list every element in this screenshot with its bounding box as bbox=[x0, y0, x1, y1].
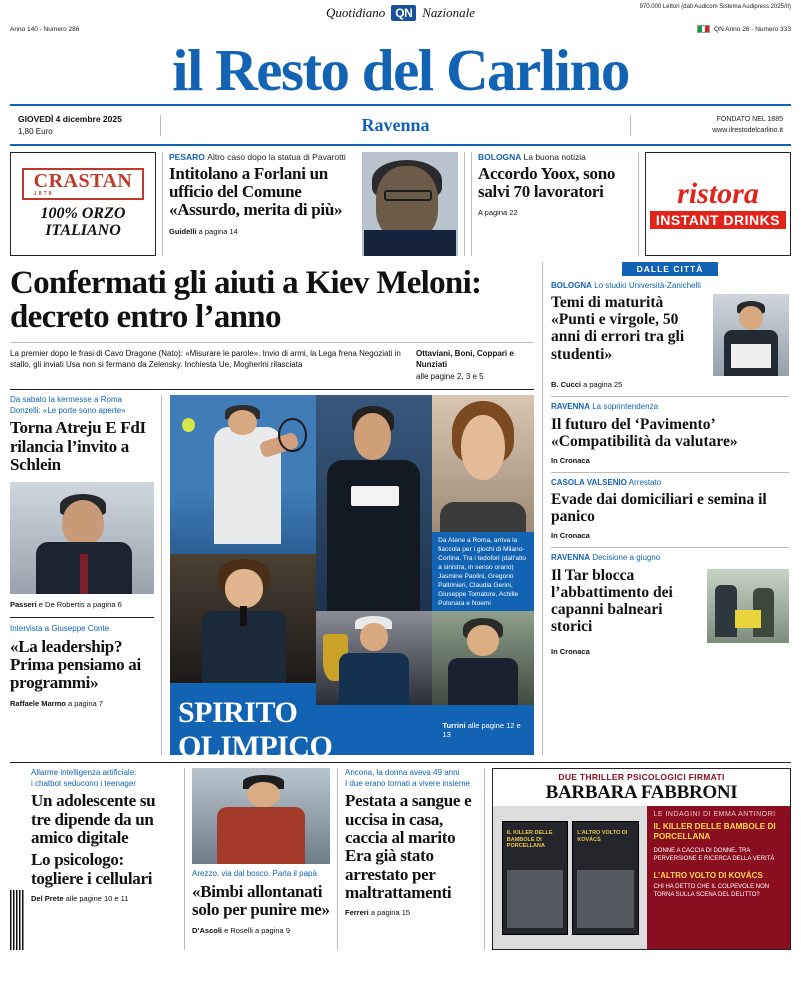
story-credit-author: D’Ascoli bbox=[192, 925, 223, 935]
book-ad-line1: DUE THRILLER PSICOLOGICI FIRMATI bbox=[558, 772, 725, 783]
city-kicker-rest: Arrestato bbox=[628, 477, 662, 487]
story-kicker bbox=[345, 768, 477, 789]
story-ancona[interactable] bbox=[337, 768, 477, 950]
story-kicker bbox=[10, 395, 154, 416]
city-credit bbox=[551, 380, 789, 389]
book-2-subtitle: CHI HA DETTO CHE IL COLPEVOLE NON TORNA SULLA SCENA DEL DELITTO? bbox=[653, 883, 770, 899]
page-title: il Resto del Carlino bbox=[172, 37, 629, 103]
qn-nazionale-label: Nazionale bbox=[422, 5, 475, 20]
story-photo-arezzo bbox=[192, 768, 330, 864]
price-label: 1,80 Euro bbox=[18, 126, 53, 136]
olympic-photo-collage[interactable] bbox=[170, 395, 534, 764]
book-cover-1 bbox=[502, 821, 568, 935]
lower-grid bbox=[10, 389, 534, 764]
qn-brand bbox=[326, 5, 475, 21]
book-series-label: LE INDAGINI DI EMMA ANTINORI bbox=[653, 811, 776, 819]
photo-noemi bbox=[170, 554, 316, 684]
story-headline[interactable]: «La leadership? Prima pensiamo ai programmi» bbox=[10, 636, 141, 693]
city-kicker bbox=[551, 402, 789, 412]
readership-note: 970.000 Lettori (dati Audicom Sistema Audipress 2025/II) bbox=[639, 4, 791, 10]
teaser-byline-author: Guidelli bbox=[169, 226, 197, 236]
story-chatbot[interactable] bbox=[31, 768, 177, 950]
story-arezzo[interactable] bbox=[184, 768, 330, 950]
photo-polonara bbox=[316, 611, 432, 705]
city-kicker bbox=[551, 281, 789, 291]
story-credit-author: Del Prete bbox=[31, 893, 64, 903]
ristora-brand: ristora bbox=[677, 177, 759, 210]
teaser-kicker-city: BOLOGNA bbox=[478, 152, 522, 162]
lead-summary: La premier dopo le frasi di Cavo Dragone (Nato): «Misurare le parole». Invio di armi, la Lega frena Negoziati in stallo, gli inviati Usa non si fermano da Zelensky. Inchiesta Ue, Mogherini rilasciata bbox=[10, 348, 401, 370]
story-headline[interactable]: Torna Atreju E FdI rilancia l’invito a Schlein bbox=[10, 418, 146, 474]
teaser-kicker bbox=[478, 152, 632, 162]
story-credit bbox=[31, 894, 177, 903]
weekday-label: GIOVEDÌ bbox=[18, 113, 54, 124]
teaser-kicker-city: PESARO bbox=[169, 152, 205, 162]
city-kicker-rest: Lo studio Università-Zanichelli bbox=[594, 281, 701, 290]
crastan-logo bbox=[22, 168, 145, 200]
book-ad-copy bbox=[647, 806, 790, 949]
promo-row bbox=[10, 152, 791, 256]
date-block bbox=[10, 113, 160, 138]
ristora-tagline: INSTANT DRINKS bbox=[650, 211, 786, 229]
book-cover-2 bbox=[572, 821, 638, 935]
city-credit-page: a pagina 25 bbox=[583, 380, 623, 390]
city-kicker-rest: Decisione a giugno bbox=[592, 553, 661, 563]
collage-caption-text: Da Atene a Roma, arriva la fiaccola per i giochi di Milano-Cortina. Tra i tedofori (dall’alto a sinistra, in senso orario) Jasmine Paolini, Gregorio Paltrinieri, Claudia Gerini, Giuseppe Tomatore, Achille Polonara e Noemi bbox=[438, 537, 527, 607]
story-subheadline[interactable]: Lo psicologo: togliere i cellulari bbox=[31, 850, 153, 888]
story-kicker-line1: Allarme intelligenza artificiale: bbox=[31, 768, 137, 778]
city-headline[interactable]: Il Tar blocca l’abbattimento dei capanni balneari storici bbox=[551, 566, 673, 635]
city-credit-page: In Cronaca bbox=[551, 455, 590, 465]
city-credit-page: In Cronaca bbox=[551, 531, 590, 541]
main-column bbox=[10, 262, 534, 764]
teaser-byline-page: A pagina 22 bbox=[478, 208, 518, 218]
story-photo-donzelli bbox=[10, 482, 154, 594]
city-headline[interactable]: Evade dai domiciliari e semina il panico bbox=[551, 491, 767, 526]
teaser-byline-page: a pagina 14 bbox=[198, 226, 238, 236]
city-credit bbox=[551, 647, 789, 656]
story-kicker-line1: Intervista a Giuseppe Conte bbox=[10, 624, 110, 634]
crastan-since: 1870 bbox=[33, 191, 54, 198]
story-kicker-line1: Da sabato la kermesse a Roma bbox=[10, 395, 123, 405]
lead-headline[interactable]: Confermati gli aiuti a Kiev Meloni: decreto entro l’anno bbox=[10, 265, 482, 336]
city-news-column bbox=[542, 262, 789, 755]
section-label-dalle-citta: DALLE CITTÀ bbox=[622, 262, 718, 276]
story-conte[interactable] bbox=[10, 624, 154, 707]
website-link[interactable]: www.ilrestodelcarlino.it bbox=[712, 127, 783, 134]
collage-band bbox=[170, 696, 534, 764]
story-kicker bbox=[10, 624, 154, 634]
ad-book-fabbroni[interactable] bbox=[484, 768, 791, 950]
story-kicker-line2: i chatbot seducono i teenager bbox=[31, 778, 136, 788]
founded-label: FONDATO NEL 1885 bbox=[716, 115, 783, 123]
teaser-pesaro[interactable] bbox=[162, 152, 465, 256]
top-strip bbox=[10, 0, 791, 22]
story-headline[interactable]: «Bimbi allontanati solo per punire me» bbox=[192, 881, 330, 920]
story-kicker-line1: Arezzo, via dal bosco. Parla il papà bbox=[192, 869, 317, 879]
collage-credit-pages: alle pagine 12 e 13 bbox=[442, 721, 521, 740]
book-1-subtitle: DONNE A CACCIA DI DONNE, TRA PERVERSIONE E RICERCA DELLA VERITÀ bbox=[653, 848, 775, 863]
book-cover-2-title: L’ALTRO VOLTO DI KOVÁCS bbox=[577, 829, 628, 843]
story-atreju[interactable] bbox=[10, 395, 154, 609]
photo-paltrinieri bbox=[316, 395, 432, 611]
main-grid bbox=[10, 262, 791, 764]
barcode bbox=[10, 768, 24, 950]
date-label: 4 dicembre 2025 bbox=[55, 113, 122, 124]
book-ad-author: BARBARA FABBRONI bbox=[545, 782, 738, 804]
photo-gerini bbox=[432, 395, 534, 532]
story-credit-author: Ferreri bbox=[345, 908, 369, 918]
lead-pages: alle pagine 2, 3 e 5 bbox=[416, 371, 484, 381]
city-item-casola[interactable] bbox=[551, 472, 789, 540]
city-photo-capanni bbox=[707, 569, 789, 643]
story-kicker bbox=[31, 768, 177, 789]
ad-crastan[interactable] bbox=[10, 152, 156, 256]
teaser-kicker-rest: Altro caso dopo la statua di Pavarotti bbox=[207, 152, 346, 162]
teaser-byline bbox=[478, 208, 632, 217]
qn-logo: QN bbox=[391, 5, 416, 21]
founded-block bbox=[631, 114, 791, 136]
city-credit-author: B. Cucci bbox=[551, 380, 582, 390]
teaser-kicker bbox=[169, 152, 356, 162]
collage-credit bbox=[442, 721, 526, 739]
city-kicker-city: CASOLA VALSENIO bbox=[551, 477, 628, 487]
city-item-tar[interactable] bbox=[551, 547, 789, 655]
story-kicker-line1: Ancona, la donna aveva 49 anni bbox=[345, 768, 460, 778]
edition-label: Ravenna bbox=[160, 115, 631, 136]
bottom-row bbox=[10, 762, 791, 950]
issue-number-right: QN Anno 26 - Numero 333 bbox=[714, 25, 791, 33]
story-headline[interactable]: Un adolescente su tre dipende da un amico digitale bbox=[31, 791, 156, 847]
city-credit-page: In Cronaca bbox=[551, 646, 590, 656]
story-credit bbox=[10, 600, 154, 609]
city-kicker-city: RAVENNA bbox=[551, 553, 590, 563]
ad-ristora[interactable] bbox=[645, 152, 791, 256]
lead-authors: Ottaviani, Boni, Coppari e Nunziati bbox=[416, 348, 514, 370]
teaser-headline[interactable]: Intitolano a Forlani un ufficio del Comune «Assurdo, merita di più» bbox=[169, 164, 343, 220]
teaser-photo-forlani bbox=[362, 152, 458, 256]
city-headline[interactable]: Temi di maturità «Punti e virgole, 50 anni di errori tra gli studenti» bbox=[551, 294, 685, 363]
story-kicker-line2: I due erano tornati a vivere insieme bbox=[345, 778, 470, 788]
story-headline[interactable]: Pestata a sangue e uccisa in casa, caccia al marito Era già stato arrestato per maltrattamenti bbox=[345, 791, 472, 902]
book-covers bbox=[493, 806, 647, 949]
photo-collage-column bbox=[170, 395, 534, 764]
story-kicker bbox=[192, 869, 330, 879]
teaser-kicker-rest: La buona notizia bbox=[523, 152, 586, 162]
book-2-title: L’ALTRO VOLTO DI KOVÁCS bbox=[653, 870, 763, 880]
crastan-claim-line2: ITALIANO bbox=[45, 222, 121, 239]
story-credit-page: a pagina 7 bbox=[67, 698, 103, 708]
photo-tornatore bbox=[432, 611, 534, 705]
teaser-headline[interactable]: Accordo Yoox, sono salvi 70 lavoratori bbox=[478, 164, 616, 202]
secondary-column bbox=[10, 395, 162, 755]
city-headline[interactable]: Il futuro del ‘Pavimento’ «Compatibilità da valutare» bbox=[551, 415, 738, 450]
city-item-bologna[interactable] bbox=[551, 281, 789, 389]
story-credit bbox=[345, 908, 477, 917]
book-1-title: IL KILLER DELLE BAMBOLE DI PORCELLANA bbox=[653, 822, 776, 842]
teaser-bologna[interactable] bbox=[471, 152, 639, 256]
italy-flag-icon bbox=[697, 25, 710, 33]
qn-quotidiano-label: Quotidiano bbox=[326, 5, 386, 20]
city-credit bbox=[551, 456, 789, 465]
lead-story[interactable] bbox=[10, 266, 534, 382]
teaser-byline bbox=[169, 227, 356, 236]
date-band bbox=[10, 104, 791, 146]
story-credit bbox=[192, 926, 330, 935]
city-kicker-rest: La soprintendenza bbox=[592, 402, 659, 412]
story-credit bbox=[10, 699, 154, 708]
issue-meta bbox=[10, 22, 791, 33]
story-kicker-line2: Donzelli: «Le porte sono aperte» bbox=[10, 405, 126, 415]
city-kicker bbox=[551, 478, 789, 488]
city-credit bbox=[551, 531, 789, 540]
issue-number-left: Anno 140 - Numero 286 bbox=[10, 25, 80, 33]
photo-paolini bbox=[170, 395, 316, 553]
lead-signature bbox=[416, 348, 534, 383]
city-kicker-city: RAVENNA bbox=[551, 402, 590, 412]
story-credit-author: Passeri bbox=[10, 600, 37, 610]
collage-caption bbox=[432, 532, 534, 611]
city-kicker-city: BOLOGNA bbox=[551, 281, 592, 290]
collage-title: SPIRITO OLIMPICO bbox=[178, 696, 333, 764]
city-photo-bologna bbox=[713, 294, 789, 376]
book-cover-1-title: IL KILLER DELLE BAMBOLE DI PORCELLANA bbox=[506, 829, 553, 850]
city-kicker bbox=[551, 553, 789, 563]
crastan-claim bbox=[41, 206, 126, 240]
story-credit-page: e De Robertis a pagina 6 bbox=[38, 600, 122, 610]
crastan-brand: CRASTAN bbox=[33, 170, 133, 193]
collage-credit-author: Turrini bbox=[442, 721, 466, 731]
crastan-claim-line1: 100% ORZO bbox=[40, 205, 126, 223]
story-credit-page: e Roselli a pagina 9 bbox=[224, 925, 290, 935]
story-credit-page: a pagina 15 bbox=[370, 908, 411, 918]
city-item-ravenna-pavimento[interactable] bbox=[551, 396, 789, 464]
story-credit-author: Raffaele Marmo bbox=[10, 698, 66, 708]
story-credit-page: alle pagine 10 e 11 bbox=[65, 893, 129, 903]
